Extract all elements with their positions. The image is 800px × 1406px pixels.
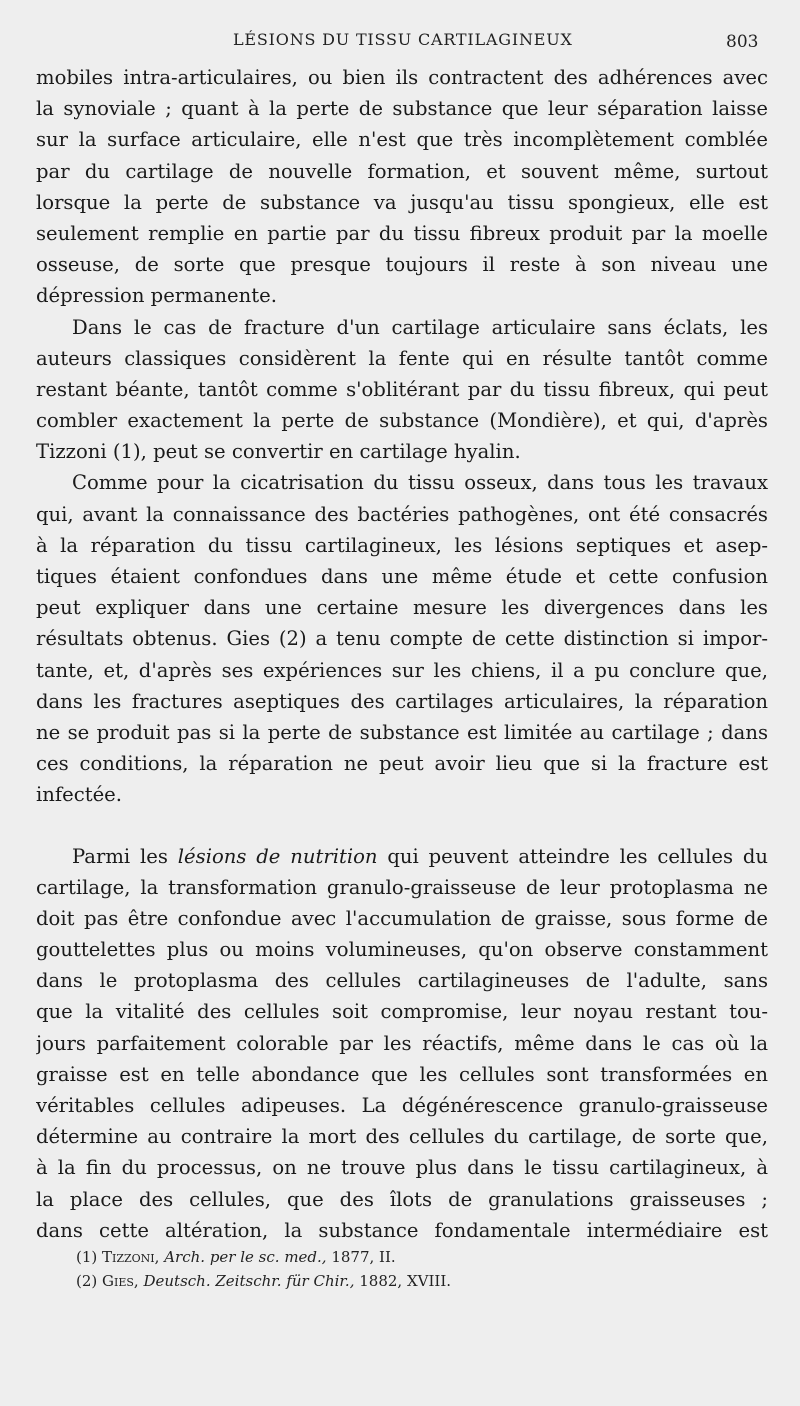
text-line: dans le protoplasma des cellules cartilagineuses de l'adulte, sans <box>36 969 768 993</box>
footnotes <box>76 1245 736 1293</box>
text-line: dans cette altération, la substance fondamentale intermédiaire est <box>36 1218 768 1242</box>
emphasis-lesions-de-nutrition: lésions de nutrition <box>177 844 378 868</box>
paragraph-fracture <box>36 312 768 468</box>
text-line: à la réparation du tissu cartilagineux, les lésions septiques et asep- <box>36 533 768 557</box>
text-line: cartilage, la transformation granulo-graisseuse de leur protoplasma ne <box>36 875 768 899</box>
text-line: dans les fractures aseptiques des cartilages articulaires, la réparation <box>36 689 768 713</box>
text-line: peut expliquer dans une certaine mesure les divergences dans les <box>36 596 768 620</box>
text-line: dépression permanente. <box>36 284 277 308</box>
text-line: sur la surface articulaire, elle n'est que très incomplètement comblée <box>36 128 768 152</box>
footnote-marker: (2) <box>76 1272 98 1290</box>
text-line: combler exactement la perte de substance (Mondière), et qui, d'après <box>36 409 768 433</box>
text-line: Tizzoni (1), peut se convertir en cartilage hyalin. <box>36 440 521 464</box>
text-line: ne se produit pas si la perte de substance est limitée au cartilage ; dans <box>36 720 768 744</box>
footnote-2 <box>76 1269 736 1293</box>
text-line: lorsque la perte de substance va jusqu'au tissu spongieux, elle est <box>36 190 768 214</box>
text-line: Comme pour la cicatrisation du tissu osseux, dans tous les travaux <box>72 471 768 495</box>
text-line: tante, et, d'après ses expériences sur les chiens, il a pu conclure que, <box>36 658 768 682</box>
footnote-marker: (1) <box>76 1248 98 1266</box>
text-line: ces conditions, la réparation ne peut avoir lieu que si la fracture est <box>36 752 768 776</box>
text-line: osseuse, de sorte que presque toujours il reste à son niveau une <box>36 253 768 277</box>
paragraph-cicatrisation <box>36 467 768 810</box>
text-line: par du cartilage de nouvelle formation, et souvent même, surtout <box>36 159 768 183</box>
text-line: auteurs classiques considèrent la fente qui en résulte tantôt comme <box>36 346 768 370</box>
text-fragment: Parmi les <box>72 844 178 868</box>
footnote-details: 1877, II. <box>331 1248 396 1266</box>
text-line: à la fin du processus, on ne trouve plus dans le tissu cartilagineux, à <box>36 1156 768 1180</box>
footnote-author: Gies, <box>102 1272 139 1290</box>
footnote-1 <box>76 1245 736 1269</box>
text-fragment: qui peuvent atteindre les cellules du <box>377 844 768 868</box>
running-title: LÉSIONS DU TISSU CARTILAGINEUX <box>233 30 573 49</box>
text-line: seulement remplie en partie par du tissu fibreux produit par la moelle <box>36 221 768 245</box>
footnote-author: Tizzoni, <box>102 1248 160 1266</box>
text-line: gouttelettes plus ou moins volumineuses, qu'on observe constamment <box>36 938 768 962</box>
text-line: doit pas être confondue avec l'accumulation de graisse, sous forme de <box>36 906 768 930</box>
paragraph-gap <box>36 811 768 841</box>
footnote-source: Deutsch. Zeitschr. für Chir., <box>143 1272 355 1290</box>
text-line: véritables cellules adipeuses. La dégénérescence granulo-graisseuse <box>36 1094 768 1117</box>
text-line: la synoviale ; quant à la perte de substance que leur séparation laisse <box>36 97 768 121</box>
text-line-with-emphasis <box>36 841 768 872</box>
text-line: résultats obtenus. Gies (2) a tenu compte de cette distinction si impor- <box>36 627 768 651</box>
text-line: restant béante, tantôt comme s'oblitérant par du tissu fibreux, qui peut <box>36 377 768 401</box>
text-line: infectée. <box>36 783 123 807</box>
text-line: tiques étaient confondues dans une même étude et cette confusion <box>36 565 768 588</box>
footnote-details: 1882, XVIII. <box>359 1272 452 1290</box>
text-line: Dans le cas de fracture d'un cartilage articulaire sans éclats, les <box>72 315 768 339</box>
text-line: qui, avant la connaissance des bactéries pathogènes, ont été consacrés <box>36 502 768 526</box>
footnote-source: Arch. per le sc. med., <box>164 1248 327 1266</box>
page-number: 803 <box>726 32 759 52</box>
paragraph-continuation <box>36 62 768 312</box>
text-line: que la vitalité des cellules soit compromise, leur noyau restant tou- <box>36 1000 768 1024</box>
text-line: détermine au contraire la mort des cellules du cartilage, de sorte que, <box>36 1125 768 1149</box>
text-line: mobiles intra-articulaires, ou bien ils contractent des adhérences avec <box>36 66 768 89</box>
body-text <box>36 62 768 1246</box>
paragraph-nutrition <box>36 841 768 1246</box>
text-line: jours parfaitement colorable par les réactifs, même dans le cas où la <box>36 1031 768 1055</box>
text-line: la place des cellules, que des îlots de granulations graisseuses ; <box>36 1187 768 1211</box>
text-line: graisse est en telle abondance que les cellules sont transformées en <box>36 1062 768 1086</box>
